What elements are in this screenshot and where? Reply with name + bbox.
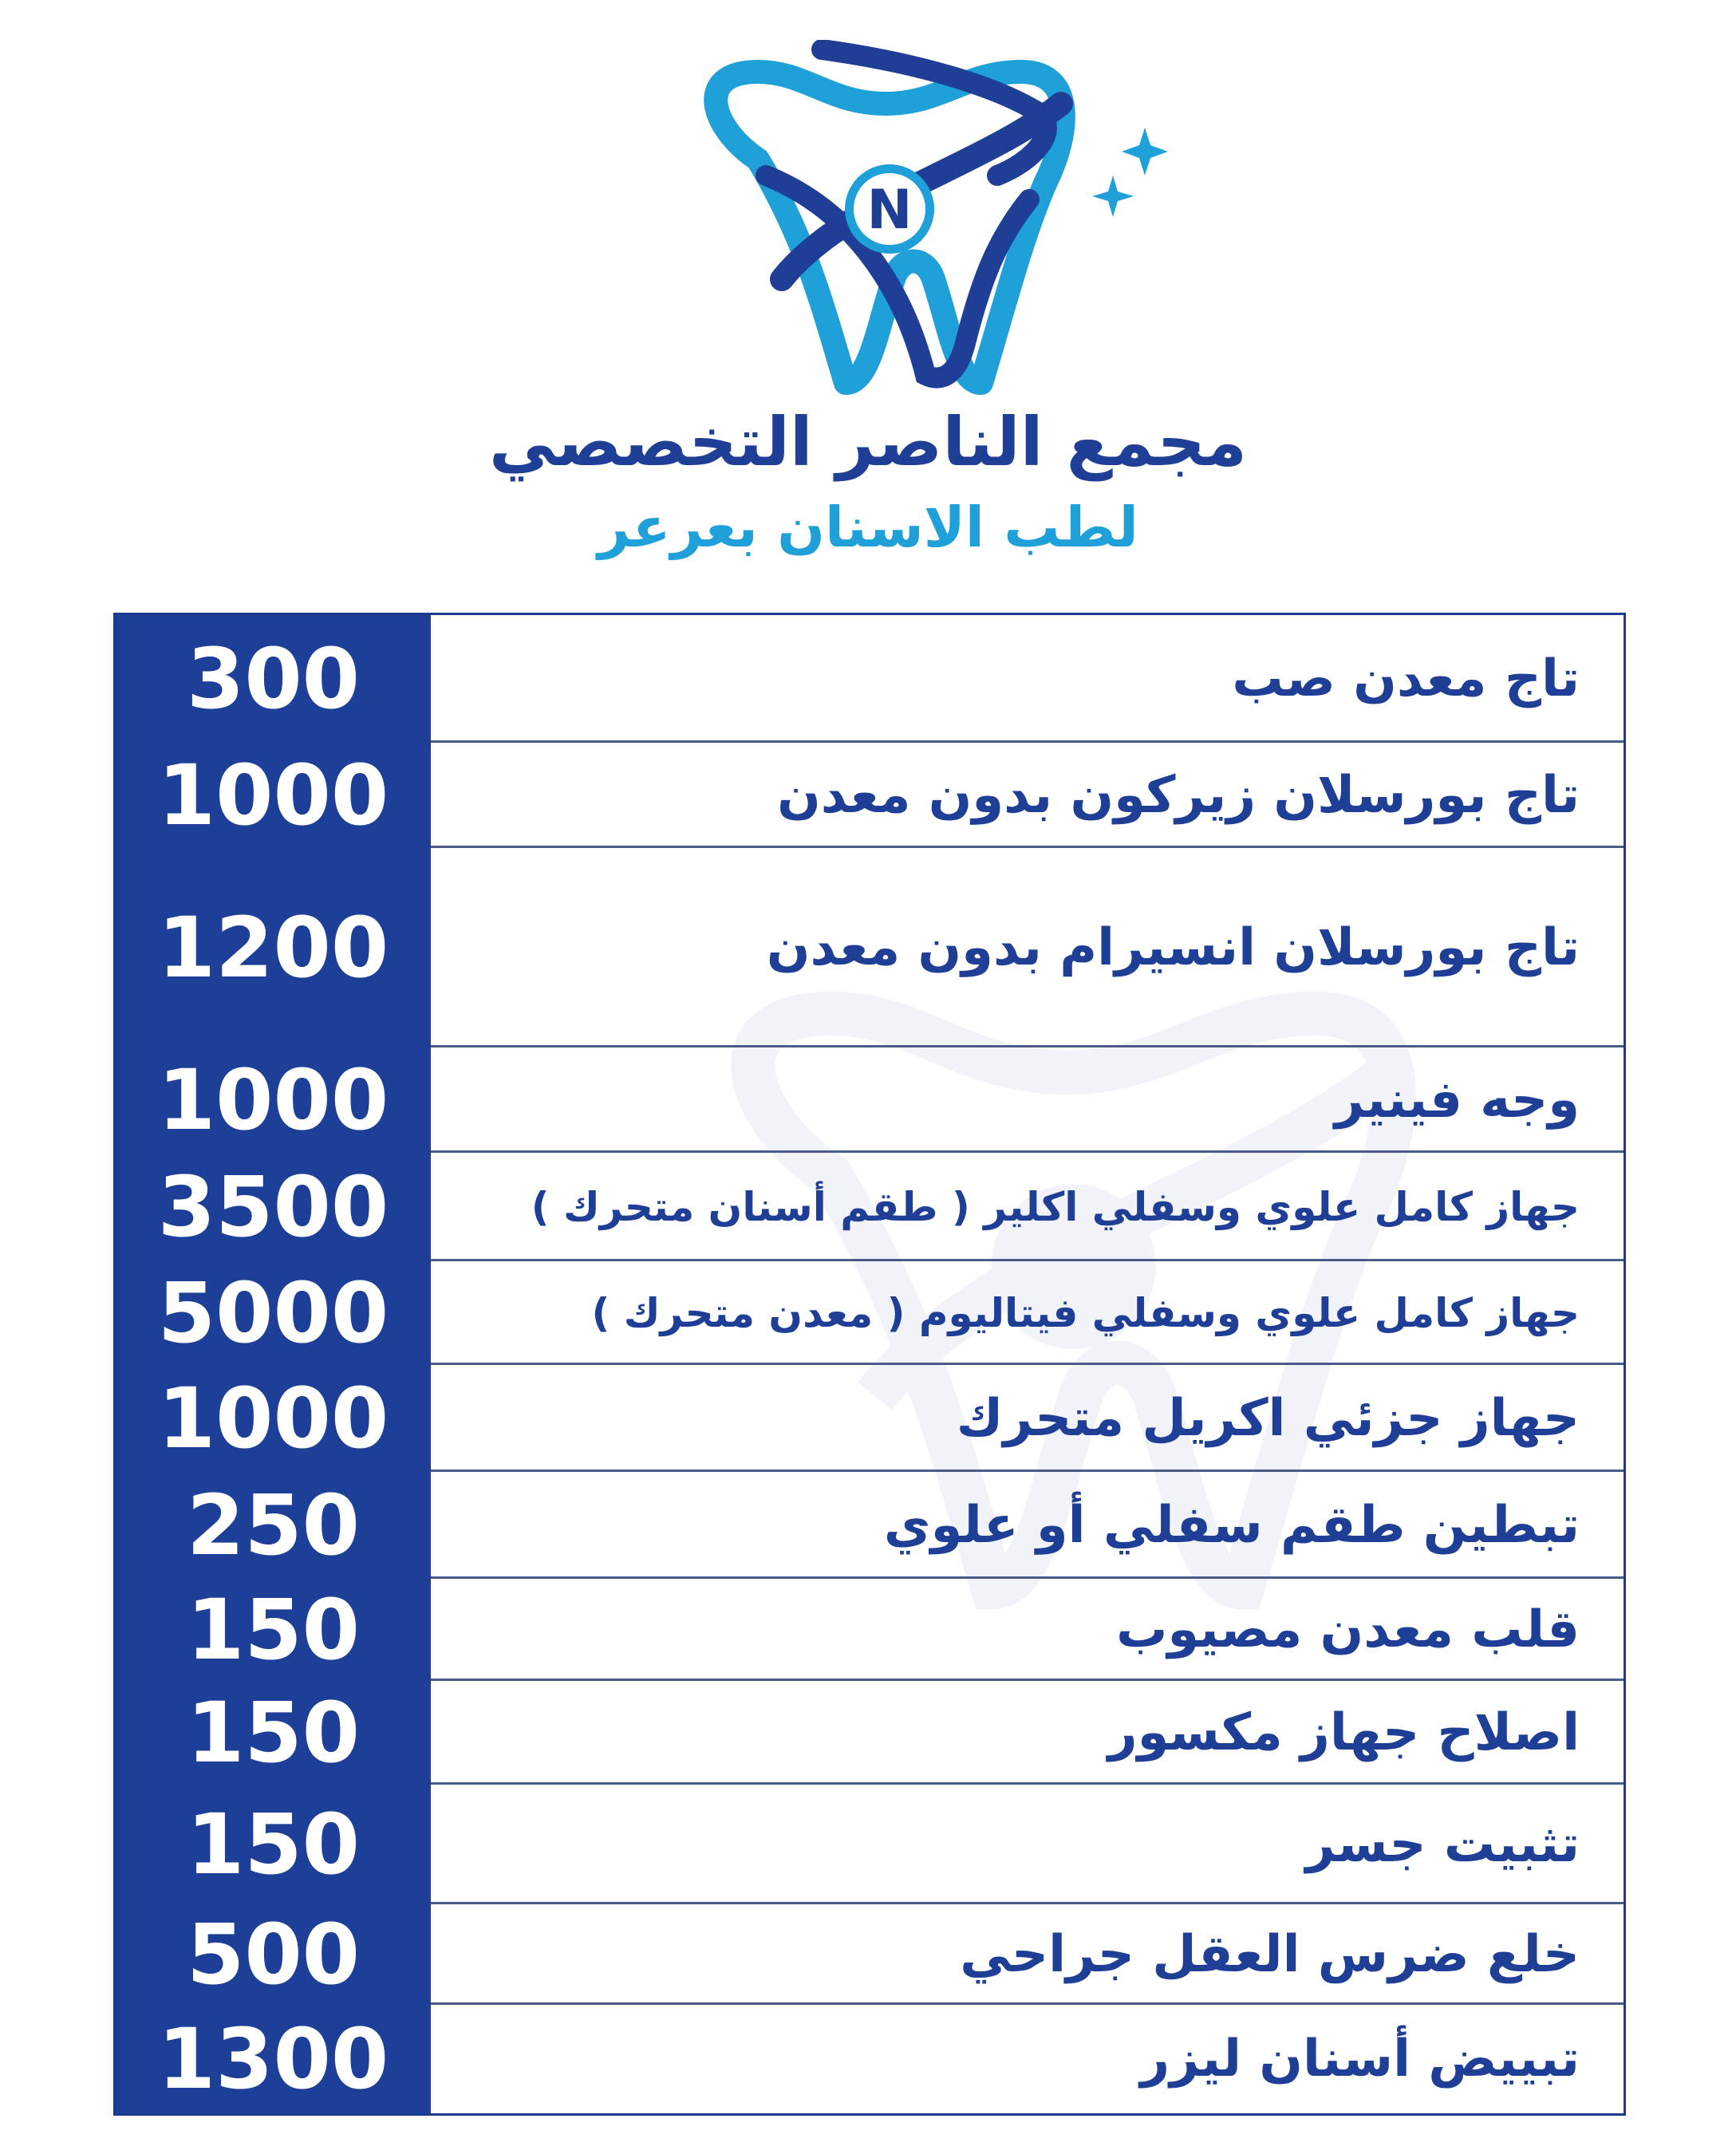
table-row [116,1261,1624,1365]
price-value: 150 [186,1581,361,1679]
price-table [113,613,1626,2116]
tooth-logo-icon [662,40,1173,415]
price-value: 5000 [157,1264,389,1362]
service-name: جهاز جزئي اكريل متحرك [956,1389,1580,1448]
service-name: خلع ضرس العقل جراحي [960,1925,1580,1984]
table-row [116,1472,1624,1579]
table-row [116,848,1624,1047]
table-row [116,2005,1624,2113]
service-name: اصلاح جهاز مكسور [1107,1703,1580,1762]
service-name: جهاز كامل علوي وسفلي اكلير ( طقم أسنان متحرك ) [531,1184,1580,1230]
price-value: 1000 [157,1051,389,1149]
table-row [116,1785,1624,1904]
table-row [116,1153,1624,1261]
table-row [116,1365,1624,1472]
price-value: 500 [186,1906,361,2003]
price-value: 150 [186,1684,361,1781]
service-name: جهاز كامل علوي وسفلي فيتاليوم ( معدن متحرك ) [591,1290,1580,1336]
table-row [116,1681,1624,1785]
service-name: تاج بورسلان انسيرام بدون معدن [766,918,1580,977]
price-value: 1200 [157,899,389,996]
price-value: 3500 [157,1158,389,1256]
clinic-subtitle: لطب الاسنان بعرعر [598,495,1138,560]
service-name: تبطين طقم سفلي أو علوي [883,1496,1580,1555]
table-row [116,1047,1624,1153]
table-row [116,1579,1624,1681]
service-name: تثبيت جسر [1305,1815,1580,1874]
clinic-name: مجمع الناصر التخصصي [488,403,1247,481]
clinic-logo [662,40,1173,415]
price-value: 1000 [157,1370,389,1467]
price-value: 300 [186,630,361,728]
service-name: قلب معدن مصيوب [1116,1600,1580,1659]
table-row [116,615,1624,743]
service-name: تبييض أسنان ليزر [1140,2030,1580,2089]
service-name: تاج بورسلان زيركون بدون معدن [777,766,1580,825]
price-value: 250 [186,1477,361,1574]
table-row [116,743,1624,848]
price-value: 1000 [157,747,389,844]
price-value: 1300 [157,2010,389,2108]
service-name: تاج معدن صب [1232,649,1580,708]
service-name: وجه فينير [1334,1071,1580,1130]
price-value: 150 [186,1796,361,1893]
table-row [116,1904,1624,2005]
logo-letter: N [866,179,913,242]
